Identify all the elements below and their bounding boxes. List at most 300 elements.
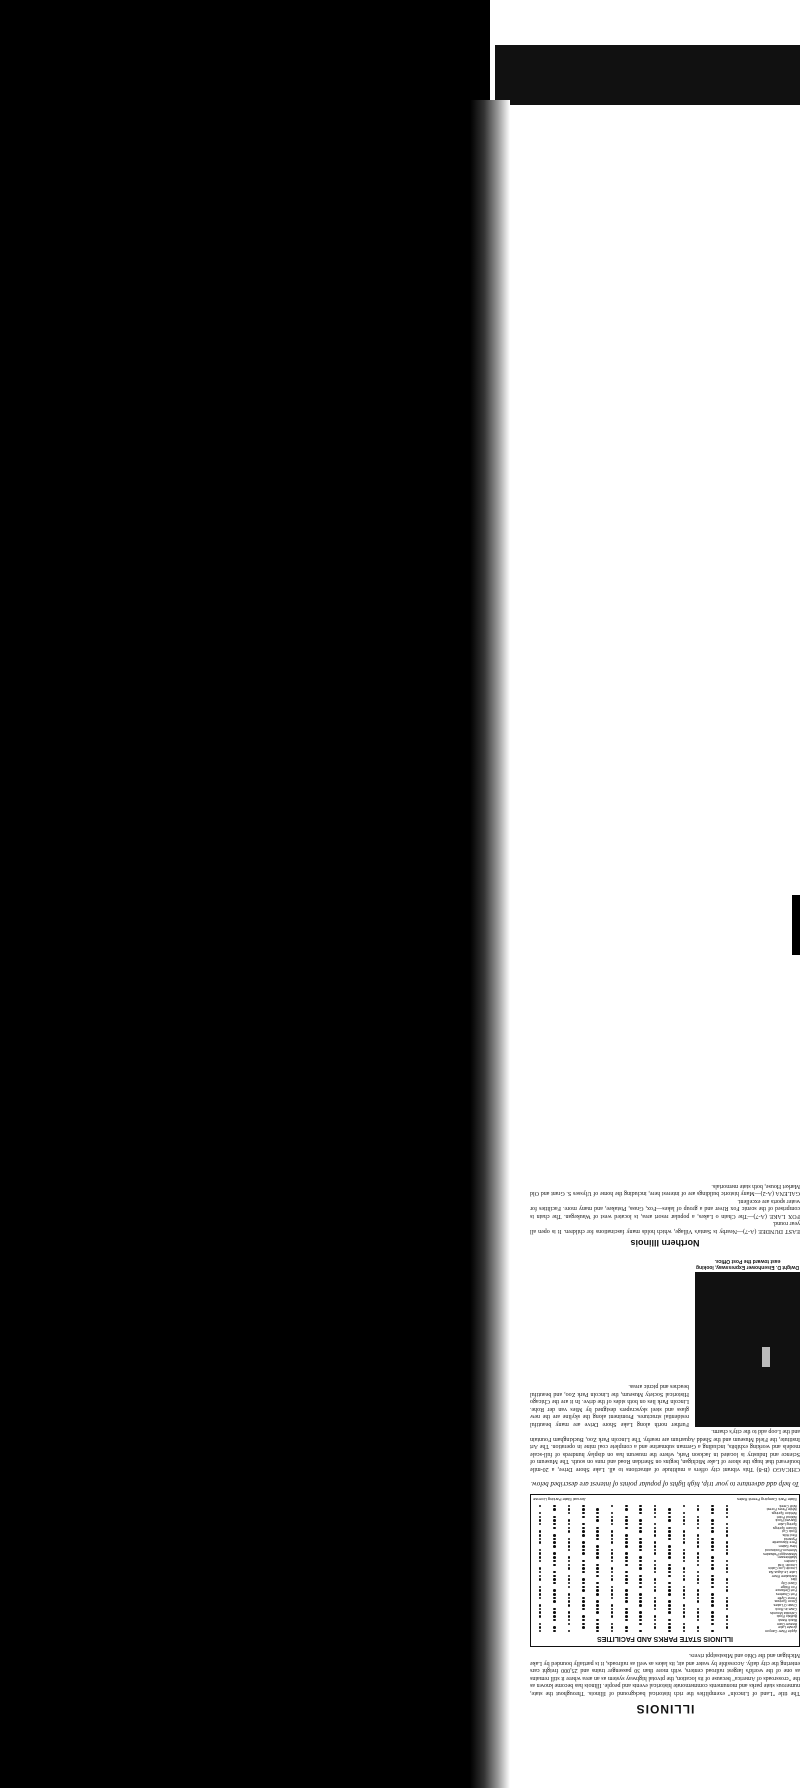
facility-marker <box>639 1626 642 1629</box>
park-name: Rock Cut <box>782 1529 797 1534</box>
facility-marker <box>625 1508 628 1511</box>
facility-marker <box>625 1545 628 1548</box>
facility-marker <box>711 1597 714 1600</box>
facility-marker <box>611 1604 614 1607</box>
park-name: Argyle Lake <box>778 1625 797 1630</box>
facility-marker <box>539 1623 542 1626</box>
facility-marker <box>697 1516 700 1519</box>
facility-marker <box>668 1597 671 1600</box>
facility-marker <box>683 1630 686 1633</box>
facility-marker <box>683 1516 686 1519</box>
facility-marker <box>539 1549 542 1552</box>
facility-marker <box>553 1567 556 1570</box>
facility-marker <box>568 1626 571 1629</box>
facility-marker <box>639 1608 642 1611</box>
facility-marker <box>697 1519 700 1522</box>
facility-marker <box>711 1552 714 1555</box>
facility-marker <box>726 1589 729 1592</box>
facility-marker <box>582 1560 585 1563</box>
facility-marker <box>697 1505 700 1508</box>
park-name: Pyramid <box>783 1537 797 1541</box>
facility-marker <box>568 1630 571 1633</box>
facility-marker <box>668 1538 671 1541</box>
facility-marker <box>654 1545 657 1548</box>
facility-marker <box>683 1519 686 1522</box>
facility-marker <box>668 1505 671 1508</box>
facility-marker <box>625 1626 628 1629</box>
facility-marker <box>654 1505 657 1508</box>
facility-marker <box>625 1578 628 1581</box>
facility-marker <box>625 1538 628 1541</box>
facility-marker <box>711 1505 714 1508</box>
facility-marker <box>539 1538 542 1541</box>
facility-marker <box>539 1619 542 1622</box>
facility-marker <box>639 1512 642 1515</box>
facility-marker <box>726 1534 729 1537</box>
facility-marker <box>697 1589 700 1592</box>
facility-marker <box>639 1527 642 1530</box>
facility-marker <box>625 1593 628 1596</box>
facility-marker <box>568 1538 571 1541</box>
facility-marker <box>726 1527 729 1530</box>
facility-marker <box>668 1552 671 1555</box>
facility-marker <box>582 1508 585 1511</box>
facility-marker <box>611 1630 614 1633</box>
facility-marker <box>639 1505 642 1508</box>
facility-marker <box>683 1623 686 1626</box>
facility-marker <box>697 1538 700 1541</box>
facility-marker <box>611 1575 614 1578</box>
facility-marker <box>596 1519 599 1522</box>
facility-marker <box>639 1549 642 1552</box>
facility-marker <box>625 1611 628 1614</box>
facility-marker <box>553 1586 556 1589</box>
facility-marker <box>668 1589 671 1592</box>
facility-marker <box>568 1534 571 1537</box>
park-name: Fort Chartres <box>775 1592 797 1597</box>
facility-marker <box>568 1593 571 1596</box>
facility-marker <box>553 1578 556 1581</box>
facility-marker <box>568 1560 571 1563</box>
facility-marker <box>668 1549 671 1552</box>
facility-marker <box>553 1527 556 1530</box>
facility-marker <box>625 1560 628 1563</box>
facility-marker <box>625 1549 628 1552</box>
facility-marker <box>582 1512 585 1515</box>
facility-marker <box>611 1611 614 1614</box>
park-name: Black Hawk <box>778 1618 797 1622</box>
facility-marker <box>668 1519 671 1522</box>
facility-marker <box>582 1545 585 1548</box>
facility-marker <box>539 1586 542 1589</box>
facility-marker <box>654 1564 657 1567</box>
facility-marker <box>553 1604 556 1607</box>
facility-dot-grid <box>533 1504 734 1633</box>
facility-marker <box>683 1564 686 1567</box>
facility-marker <box>568 1597 571 1600</box>
facility-marker <box>596 1523 599 1526</box>
facility-marker <box>697 1604 700 1607</box>
facility-marker <box>625 1516 628 1519</box>
facility-marker <box>625 1567 628 1570</box>
facility-marker <box>568 1589 571 1592</box>
facility-marker <box>697 1523 700 1526</box>
facility-marker <box>553 1582 556 1585</box>
facility-marker <box>711 1604 714 1607</box>
facility-marker <box>668 1600 671 1603</box>
facility-marker <box>553 1516 556 1519</box>
facility-marker <box>539 1541 542 1544</box>
facility-marker <box>726 1623 729 1626</box>
facility-marker <box>697 1567 700 1570</box>
points-of-interest-caption: To help add adventure to your trip, high lights of popular points of interest are described below. <box>530 1479 800 1488</box>
park-name: Spring Lake <box>777 1522 797 1527</box>
facility-marker <box>596 1549 599 1552</box>
facility-marker <box>726 1564 729 1567</box>
chicago-paragraph: CHICAGO (B-8) This vibrant city offers a multitude of attractions to all. Lake Shore Drive, a 20-mile boulevard that hugs the shore of Lake Michigan, begins on Sheridan Road and runs on south. The Museum of Science and Industry is located in Jackson Park, where the museum has on display hundreds of full-scale models and working exhibits, including a German submarine and a complete coal mine in operation. The Art Institute, the Field Museum and the Shedd Aquarium are nearby. The Lincoln Park Zoo, Buckingham Fountain and the Loop add to the city's charm. <box>530 1428 800 1472</box>
facility-marker <box>611 1516 614 1519</box>
facility-marker <box>625 1615 628 1618</box>
facility-marker <box>625 1505 628 1508</box>
facility-marker <box>611 1556 614 1559</box>
facility-marker <box>582 1630 585 1633</box>
facility-marker <box>726 1608 729 1611</box>
facility-marker <box>625 1586 628 1589</box>
facility-marker <box>654 1538 657 1541</box>
facility-marker <box>639 1615 642 1618</box>
facility-marker <box>596 1527 599 1530</box>
facility-marker <box>568 1611 571 1614</box>
facility-marker <box>611 1545 614 1548</box>
facility-marker <box>683 1556 686 1559</box>
facility-marker <box>711 1512 714 1515</box>
facility-marker <box>654 1549 657 1552</box>
facility-marker <box>668 1516 671 1519</box>
facility-marker <box>726 1516 729 1519</box>
facility-marker <box>539 1571 542 1574</box>
facility-marker <box>697 1611 700 1614</box>
facility-marker <box>654 1516 657 1519</box>
facility-marker <box>697 1600 700 1603</box>
facility-marker <box>625 1597 628 1600</box>
facility-marker <box>568 1600 571 1603</box>
facility-marker <box>568 1586 571 1589</box>
facility-marker <box>553 1571 556 1574</box>
facility-marker <box>726 1571 729 1574</box>
facility-marker <box>611 1597 614 1600</box>
facility-marker <box>726 1593 729 1596</box>
facility-marker <box>539 1582 542 1585</box>
facility-marker <box>553 1597 556 1600</box>
facility-marker <box>711 1600 714 1603</box>
facility-marker <box>596 1575 599 1578</box>
park-name: Morrison-Rockwood <box>765 1548 797 1552</box>
facility-marker <box>711 1626 714 1629</box>
facility-marker <box>683 1626 686 1629</box>
facility-marker <box>611 1530 614 1533</box>
facility-marker <box>654 1604 657 1607</box>
facility-marker <box>539 1516 542 1519</box>
facility-marker <box>611 1564 614 1567</box>
facility-marker <box>639 1538 642 1541</box>
chicago-paragraph-2: Further north along Lake Shore Drive are many beautiful residential structures. Prominent along the skyline are the new glass and steel skyscrapers designed by Mies van der Rohe. Lincoln Park lies on both sides of the drive. In it are the Chicago Historical Society Museum, the Lincoln Park Zoo, and beautiful beaches and picnic areas. <box>530 1383 689 1427</box>
facility-marker <box>683 1549 686 1552</box>
facility-marker <box>582 1527 585 1530</box>
facility-marker <box>568 1552 571 1555</box>
facility-marker <box>726 1505 729 1508</box>
facility-marker <box>568 1564 571 1567</box>
facility-marker <box>582 1505 585 1508</box>
facility-marker <box>596 1623 599 1626</box>
facility-marker <box>697 1534 700 1537</box>
facility-marker <box>539 1508 542 1511</box>
facility-marker <box>639 1589 642 1592</box>
facility-marker <box>639 1567 642 1570</box>
facility-marker <box>683 1619 686 1622</box>
facility-marker <box>654 1534 657 1537</box>
facility-marker <box>683 1615 686 1618</box>
facility-marker <box>683 1578 686 1581</box>
facility-marker <box>539 1604 542 1607</box>
facility-marker <box>726 1611 729 1614</box>
facility-marker <box>539 1575 542 1578</box>
facility-marker <box>553 1608 556 1611</box>
facility-marker <box>697 1530 700 1533</box>
facility-marker <box>611 1582 614 1585</box>
facility-marker <box>697 1623 700 1626</box>
facility-marker <box>625 1552 628 1555</box>
facility-marker <box>697 1578 700 1581</box>
facility-marker <box>639 1564 642 1567</box>
book-spine-edge <box>470 100 510 1788</box>
facility-marker <box>683 1523 686 1526</box>
facility-marker <box>697 1575 700 1578</box>
facility-marker <box>582 1556 585 1559</box>
facility-marker <box>668 1567 671 1570</box>
facility-marker <box>553 1523 556 1526</box>
facility-marker <box>553 1615 556 1618</box>
facility-marker <box>553 1519 556 1522</box>
facility-marker <box>654 1519 657 1522</box>
facility-marker <box>654 1589 657 1592</box>
facility-marker <box>611 1593 614 1596</box>
northern-illinois-heading: Northern Illinois <box>630 1237 700 1248</box>
galena-entry: GALENA (A-2)—Many historic buildings are of interest here, including the home of Ulysses S. Grant and Old Market House, both state memorials. <box>530 1182 800 1197</box>
facility-marker <box>668 1630 671 1633</box>
facility-marker <box>639 1593 642 1596</box>
facility-marker <box>568 1545 571 1548</box>
facility-marker <box>611 1549 614 1552</box>
facility-marker <box>726 1604 729 1607</box>
facility-marker <box>553 1512 556 1515</box>
facility-marker <box>697 1597 700 1600</box>
park-name: Beaver Dam <box>777 1621 797 1626</box>
park-name: Pere Marquette <box>772 1540 797 1545</box>
facility-marker <box>668 1586 671 1589</box>
facility-marker <box>654 1527 657 1530</box>
facility-marker <box>539 1630 542 1633</box>
facility-marker <box>668 1582 671 1585</box>
facility-marker <box>539 1534 542 1537</box>
facility-marker <box>582 1615 585 1618</box>
facility-marker <box>654 1556 657 1559</box>
facility-marker <box>711 1586 714 1589</box>
facility-marker <box>711 1615 714 1618</box>
facility-marker <box>639 1600 642 1603</box>
legend-left: State Park Camping Permit Rates <box>736 1496 797 1502</box>
facility-marker <box>582 1600 585 1603</box>
facility-marker <box>568 1575 571 1578</box>
facility-marker <box>654 1530 657 1533</box>
facility-marker <box>611 1512 614 1515</box>
facility-marker <box>683 1575 686 1578</box>
facility-marker <box>568 1615 571 1618</box>
facility-marker <box>654 1567 657 1570</box>
facility-marker <box>683 1567 686 1570</box>
facility-marker <box>683 1534 686 1537</box>
table-legend <box>533 1497 797 1502</box>
facility-marker <box>596 1615 599 1618</box>
facility-marker <box>611 1589 614 1592</box>
park-name: Lake Le-Aqua-Na <box>768 1570 797 1574</box>
facility-marker <box>697 1586 700 1589</box>
facility-marker <box>726 1578 729 1581</box>
facility-marker <box>553 1600 556 1603</box>
facility-marker <box>726 1530 729 1533</box>
facility-marker <box>625 1564 628 1567</box>
facility-marker <box>639 1623 642 1626</box>
park-name: Weldon Springs <box>771 1511 797 1515</box>
facility-marker <box>568 1556 571 1559</box>
facility-marker <box>553 1630 556 1633</box>
park-name: Lincoln Trail <box>777 1562 797 1567</box>
facility-marker <box>553 1626 556 1629</box>
facility-marker <box>596 1582 599 1585</box>
facility-marker <box>553 1589 556 1592</box>
facility-marker <box>553 1545 556 1548</box>
park-name: New Salem <box>778 1544 797 1549</box>
facility-marker <box>553 1575 556 1578</box>
facility-marker <box>654 1630 657 1633</box>
facility-marker <box>683 1608 686 1611</box>
facility-marker <box>654 1615 657 1618</box>
facility-marker <box>711 1619 714 1622</box>
facility-marker <box>639 1530 642 1533</box>
facility-marker <box>582 1534 585 1537</box>
facility-marker <box>711 1508 714 1511</box>
facility-marker <box>539 1512 542 1515</box>
facility-marker <box>668 1608 671 1611</box>
facility-marker <box>582 1523 585 1526</box>
facility-marker <box>726 1523 729 1526</box>
facility-marker <box>711 1564 714 1567</box>
facility-marker <box>611 1527 614 1530</box>
facility-marker <box>726 1538 729 1541</box>
facility-marker <box>683 1505 686 1508</box>
facility-marker <box>625 1575 628 1578</box>
facility-marker <box>596 1589 599 1592</box>
facility-marker <box>654 1608 657 1611</box>
facility-marker <box>639 1519 642 1522</box>
facility-marker <box>539 1578 542 1581</box>
facility-marker <box>639 1571 642 1574</box>
facility-marker <box>596 1578 599 1581</box>
facility-marker <box>611 1552 614 1555</box>
facility-marker <box>639 1604 642 1607</box>
state-title: ILLINOIS <box>635 1702 695 1716</box>
facility-marker <box>611 1523 614 1526</box>
facility-marker <box>596 1571 599 1574</box>
facility-marker <box>639 1523 642 1526</box>
facility-marker <box>711 1575 714 1578</box>
facility-marker <box>654 1523 657 1526</box>
facility-marker <box>697 1582 700 1585</box>
facility-marker <box>568 1516 571 1519</box>
facility-marker <box>726 1582 729 1585</box>
facility-marker <box>539 1552 542 1555</box>
facility-marker <box>697 1512 700 1515</box>
facility-marker <box>568 1512 571 1515</box>
facility-marker <box>596 1608 599 1611</box>
facility-marker <box>639 1545 642 1548</box>
park-name: Illini <box>790 1577 797 1582</box>
facility-marker <box>639 1611 642 1614</box>
facility-marker <box>596 1604 599 1607</box>
facility-marker <box>697 1508 700 1511</box>
facility-marker <box>683 1541 686 1544</box>
facility-marker <box>625 1541 628 1544</box>
park-name-column <box>735 1504 797 1633</box>
facility-marker <box>654 1541 657 1544</box>
facility-marker <box>539 1527 542 1530</box>
facility-marker <box>582 1549 585 1552</box>
facility-marker <box>568 1519 571 1522</box>
facility-marker <box>596 1545 599 1548</box>
facility-marker <box>668 1545 671 1548</box>
facility-marker <box>539 1560 542 1563</box>
facility-marker <box>654 1571 657 1574</box>
facility-marker <box>668 1560 671 1563</box>
facility-marker <box>539 1589 542 1592</box>
facility-marker <box>711 1608 714 1611</box>
park-name: Mississippi Palisades <box>763 1551 797 1556</box>
facility-marker <box>596 1619 599 1622</box>
facility-marker <box>625 1600 628 1603</box>
facility-marker <box>697 1615 700 1618</box>
facility-marker <box>611 1534 614 1537</box>
facility-marker <box>711 1567 714 1570</box>
facility-marker <box>668 1604 671 1607</box>
facility-marker <box>611 1560 614 1563</box>
facility-marker <box>582 1593 585 1596</box>
facility-marker <box>639 1508 642 1511</box>
facility-marker <box>697 1626 700 1629</box>
facility-marker <box>711 1527 714 1530</box>
facility-marker <box>683 1589 686 1592</box>
facility-marker <box>625 1608 628 1611</box>
facility-marker <box>625 1619 628 1622</box>
facility-marker <box>711 1545 714 1548</box>
facility-marker <box>654 1597 657 1600</box>
facility-marker <box>539 1564 542 1567</box>
facility-marker <box>711 1623 714 1626</box>
park-name: Walnut Point <box>776 1515 797 1519</box>
park-name: Chain O'Lakes <box>773 1603 797 1608</box>
facility-marker <box>711 1556 714 1559</box>
fox-lake-entry: FOX LAKE (A-7)—The Chain o Lakes, a popular resort area, is located west of Waukegan. The chain is comprised of the scenic Fox River and a group of lakes—Fox, Grass, Pistakee, and many more. Facilities for water sports are excellent. <box>530 1197 800 1219</box>
facility-marker <box>668 1593 671 1596</box>
park-name: Siloam Springs <box>772 1526 797 1530</box>
